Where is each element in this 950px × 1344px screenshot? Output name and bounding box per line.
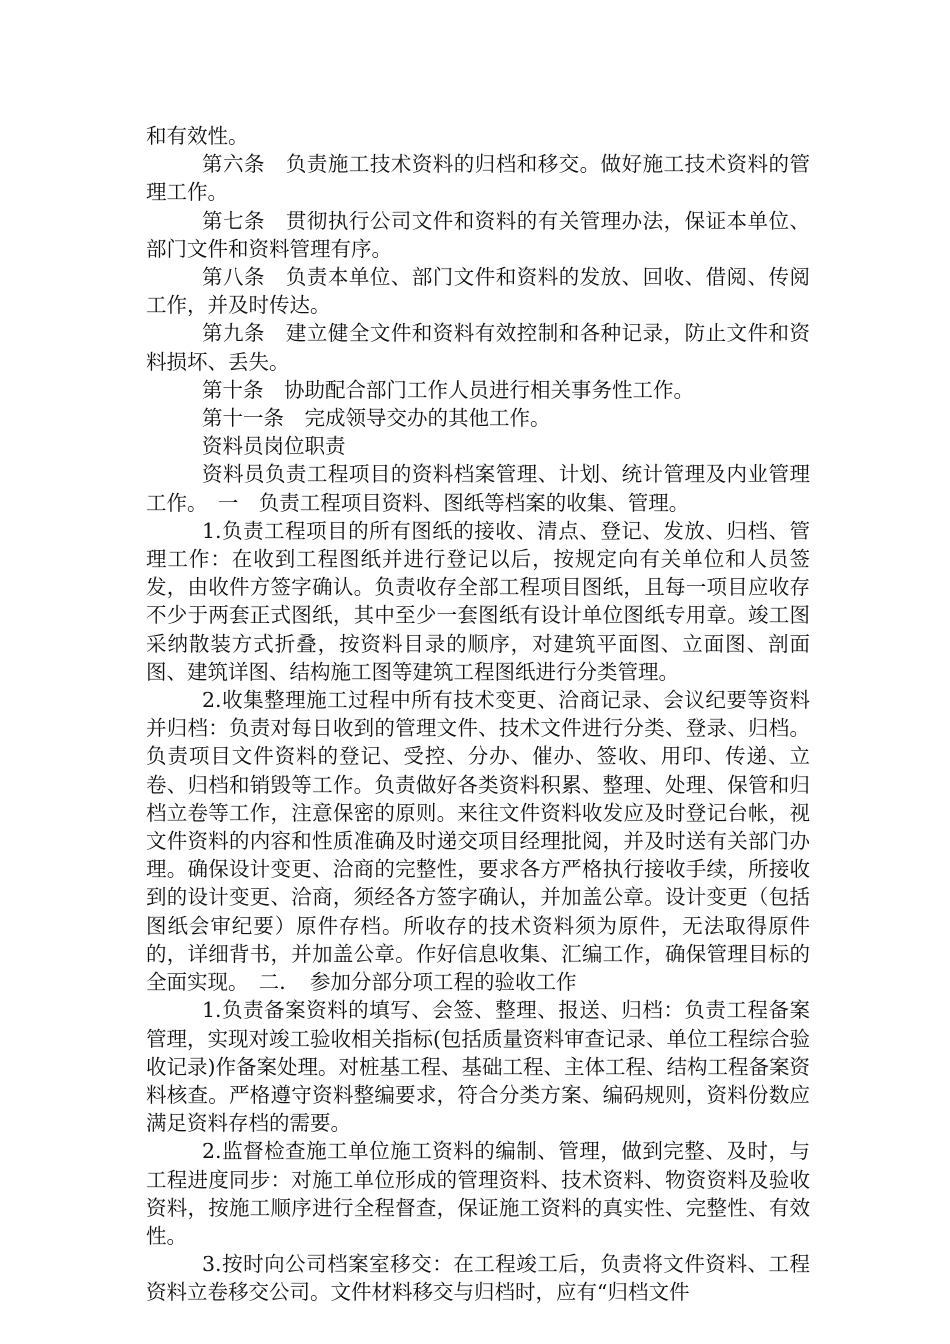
section-intro: 资料员负责工程项目的资料档案管理、计划、统计管理及内业管理工作。 一 负责工程项目资料、图纸等档案的收集、管理。: [146, 462, 810, 515]
paragraph-continuation: 和有效性。: [146, 124, 249, 148]
article-10: 第十条 协助配合部门工作人员进行相关事务性工作。: [202, 377, 694, 402]
article-9: 第九条 建立健全文件和资料有效控制和各种记录，防止文件和资料损坏、丢失。: [146, 321, 810, 374]
item-filing: 1.负责备案资料的填写、会签、整理、报送、归档：负责工程备案管理，实现对竣工验收相关指标(包括质量资料审查记录、单位工程综合验收记录)作备案处理。对桩基工程、基础工程、主体工程、结构工程备案资料核查。严格遵守资料整编要求，符合分类方案、编码规则，资料份数应满足资料存档的需要。: [146, 998, 810, 1136]
document-page: [146, 122, 810, 1307]
article-8: 第八条 负责本单位、部门文件和资料的发放、回收、借阅、传阅工作，并及时传达。: [146, 265, 810, 318]
article-6: 第六条 负责施工技术资料的归档和移交。做好施工技术资料的管理工作。: [146, 152, 810, 205]
item-records: 2.收集整理施工过程中所有技术变更、洽商记录、会议纪要等资料并归档：负责对每日收到的管理文件、技术文件进行分类、登录、归档。负责项目文件资料的登记、受控、分办、催办、签收、用印、传递、立卷、归档和销毁等工作。负责做好各类资料积累、整理、处理、保管和归档立卷等工作，注意保密的原则。来往文件资料收发应及时登记台帐，视文件资料的内容和性质准确及时递交项目经理批阅，并及时送有关部门办理。确保设计变更、洽商的完整性，要求各方严格执行接收手续，所接收到的设计变更、洽商，须经各方签字确认，并加盖公章。设计变更（包括图纸会审纪要）原件存档。所收存的技术资料须为原件，无法取得原件的，详细背书，并加盖公章。作好信息收集、汇编工作，确保管理目标的全面实现。 二． 参加分部分项工程的验收工作: [146, 688, 810, 995]
item-supervision: 2.监督检查施工单位施工资料的编制、管理，做到完整、及时，与工程进度同步：对施工单位形成的管理资料、技术资料、物资资料及验收资料，按施工顺序进行全程督查，保证施工资料的真实性、完整性、有效性。: [146, 1139, 810, 1248]
section-heading: 资料员岗位职责: [202, 434, 346, 459]
item-transfer: 3.按时向公司档案室移交：在工程竣工后，负责将文件资料、工程资料立卷移交公司。文件材料移交与归档时，应有“归档文件: [146, 1252, 810, 1305]
item-drawings: 1.负责工程项目的所有图纸的接收、清点、登记、发放、归档、管理工作：在收到工程图纸并进行登记以后，按规定向有关单位和人员签发，由收件方签字确认。负责收存全部工程项目图纸，且每一项目应收存不少于两套正式图纸，其中至少一套图纸有设计单位图纸专用章。竣工图采纳散装方式折叠，按资料目录的顺序，对建筑平面图、立面图、剖面图、建筑详图、结构施工图等建筑工程图纸进行分类管理。: [146, 518, 810, 684]
article-7: 第七条 贯彻执行公司文件和资料的有关管理办法，保证本单位、部门文件和资料管理有序。: [146, 208, 810, 261]
article-11: 第十一条 完成领导交办的其他工作。: [202, 406, 551, 431]
